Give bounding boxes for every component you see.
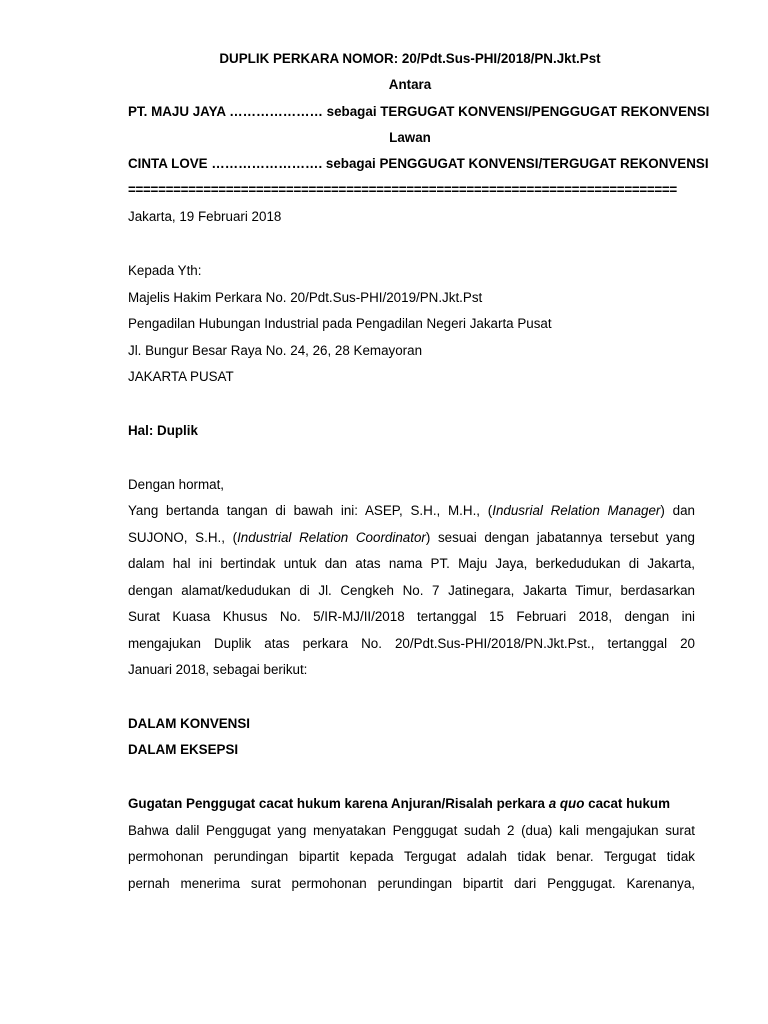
lawan-label: Lawan: [389, 130, 431, 145]
recipient-line-4: JAKARTA PUSAT: [128, 369, 234, 384]
subject-line: Hal: Duplik: [128, 423, 198, 438]
section-dalam-konvensi: DALAM KONVENSI: [128, 716, 251, 731]
recipient-line-3: Jl. Bungur Besar Raya No. 24, 26, 28 Kemayoran: [128, 343, 423, 358]
paragraph-2-line-2: permohonan perundingan bipartit kepada Tergugat adalah tidak benar. Tergugat tidak: [128, 849, 695, 864]
recipient-salutation: Kepada Yth:: [128, 263, 202, 278]
paragraph-1-line-3: dalam hal ini bertindak untuk dan atas nama PT. Maju Jaya, berkedudukan di Jakarta,: [128, 556, 695, 571]
paragraph-1-line-1: Yang bertanda tangan di bawah ini: ASEP, S.H., M.H., (Indusrial Relation Manager) dan: [128, 503, 695, 518]
paragraph-2-line-1: Bahwa dalil Penggugat yang menyatakan Penggugat sudah 2 (dua) kali mengajukan surat: [128, 823, 695, 838]
paragraph-1-line-6: mengajukan Duplik atas perkara No. 20/Pdt.Sus-PHI/2018/PN.Jkt.Pst., tertanggal 20: [128, 636, 695, 651]
party-penggugat: CINTA LOVE ……………………. sebagai PENGGUGAT KONVENSI/TERGUGAT REKONVENSI: [128, 156, 709, 171]
recipient-line-1: Majelis Hakim Perkara No. 20/Pdt.Sus-PHI/2019/PN.Jkt.Pst: [128, 290, 483, 305]
paragraph-1-line-4: dengan alamat/kedudukan di Jl. Cengkeh No. 7 Jatinegara, Jakarta Timur, berdasarkan: [128, 583, 695, 598]
party-tergugat: PT. MAJU JAYA ………………… sebagai TERGUGAT KONVENSI/PENGGUGAT REKONVENSI: [128, 104, 710, 119]
document-title: DUPLIK PERKARA NOMOR: 20/Pdt.Sus-PHI/2018/PN.Jkt.Pst: [219, 51, 601, 66]
subsection-heading: Gugatan Penggugat cacat hukum karena Anjuran/Risalah perkara a quo cacat hukum: [128, 796, 670, 811]
recipient-line-2: Pengadilan Hubungan Industrial pada Pengadilan Negeri Jakarta Pusat: [128, 316, 552, 331]
section-dalam-eksepsi: DALAM EKSEPSI: [128, 742, 239, 757]
paragraph-1-line-5: Surat Kuasa Khusus No. 5/IR-MJ/II/2018 tertanggal 15 Februari 2018, dengan ini: [128, 609, 695, 624]
paragraph-1-line-7: Januari 2018, sebagai berikut:: [128, 662, 308, 677]
paragraph-1-line-2: SUJONO, S.H., (Industrial Relation Coordinator) sesuai dengan jabatannya tersebut yang: [128, 530, 695, 545]
antara-label: Antara: [388, 77, 432, 92]
separator-line: =========================================================================: [128, 182, 677, 197]
document-date: Jakarta, 19 Februari 2018: [128, 209, 282, 224]
greeting: Dengan hormat,: [128, 477, 225, 492]
paragraph-2-line-3: pernah menerima surat permohonan perundingan bipartit dari Penggugat. Karenanya,: [128, 876, 695, 891]
